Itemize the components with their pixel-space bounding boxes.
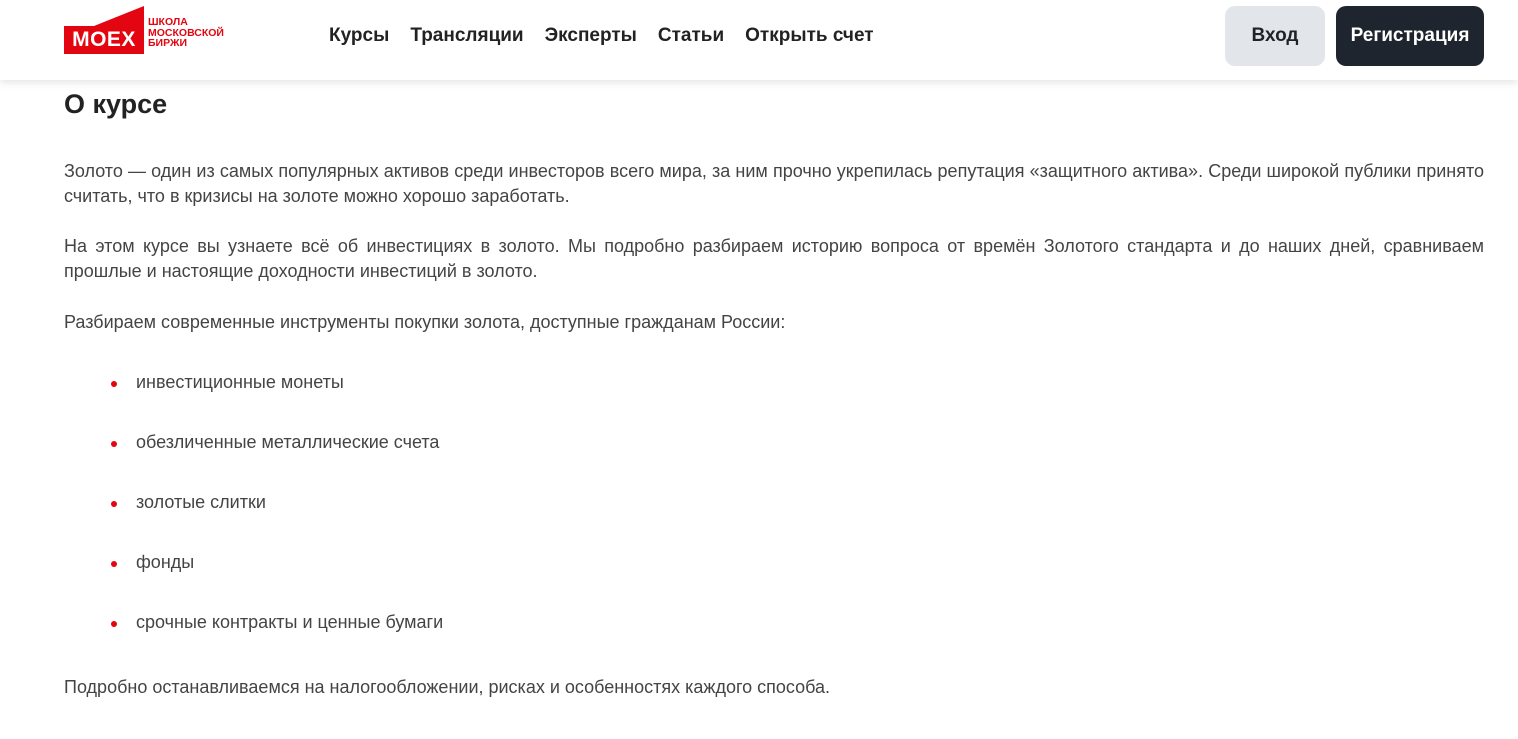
list-item-text: инвестиционные монеты [136,372,344,392]
list-item-text: фонды [136,552,195,572]
nav-item-broadcasts[interactable]: Трансляции [410,25,524,46]
moex-school-logo[interactable] [64,6,234,54]
bullet-icon [111,381,117,387]
bullet-icon [111,561,117,567]
logo-caption-line: БИРЖИ [148,37,187,49]
main-nav [329,22,895,50]
register-button[interactable]: Регистрация [1336,6,1484,66]
about-course-section [64,86,1484,697]
list-item-text: золотые слитки [136,492,266,512]
list-item-text: обезличенные металлические счета [136,432,440,452]
logo-triangle [94,6,144,26]
course-paragraph: На этом курсе вы узнаете всё об инвестициях в золото. Мы подробно разбираем историю вопроса от времён Золотого стандарта и до наших дней, сравниваем прошлые и настоящие доходности инвестиций в золото. [64,236,1484,281]
logo-caption-line: ШКОЛА [148,16,188,28]
list-item-text: срочные контракты и ценные бумаги [136,612,444,632]
nav-item-articles[interactable]: Статьи [657,25,725,46]
login-button[interactable]: Вход [1225,6,1325,66]
instruments-paragraph: Разбираем современные инструменты покупки золота, доступные гражданам России: [64,312,786,332]
nav-item-open-account[interactable]: Открыть счет [745,25,874,46]
site-header [0,0,1518,80]
bullet-icon [111,501,117,507]
nav-item-courses[interactable]: Курсы [329,25,390,46]
bullet-icon [111,441,117,447]
closing-paragraph: Подробно останавливаемся на налогообложении, рисках и особенностях каждого способа. [64,677,831,697]
nav-item-experts[interactable]: Эксперты [544,25,637,46]
logo-caption [148,17,238,49]
intro-paragraph: Золото — один из самых популярных активов среди инвесторов всего мира, за ним прочно укрепилась репутация «защитного актива». Среди широкой публики принято считать, что в кризисы на золоте можно хорошо заработать. [64,161,1484,206]
logo-caption-line: МОСКОВСКОЙ [148,26,224,39]
moex-logo-mark [64,6,144,54]
section-title: О курсе [64,89,168,119]
logo-mark-text: MOEX [64,26,144,54]
bullet-icon [111,621,117,627]
